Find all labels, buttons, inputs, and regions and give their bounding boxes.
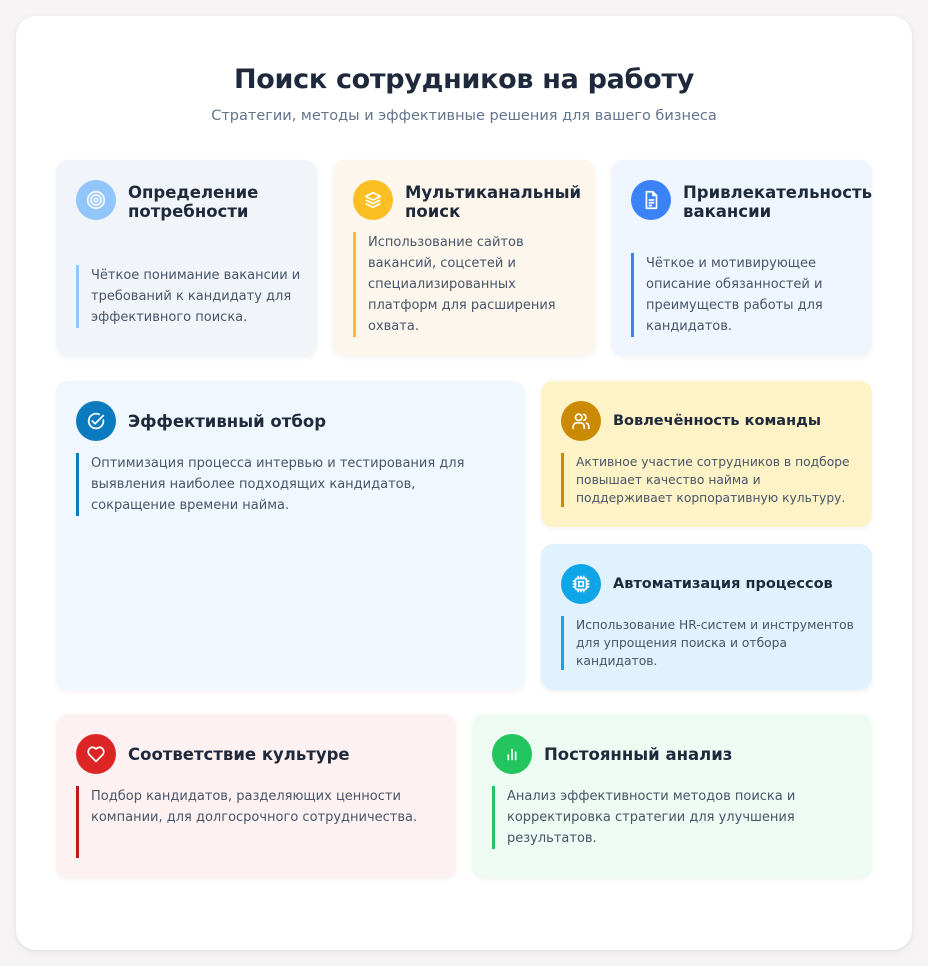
card-vacancy-attractiveness (611, 160, 872, 356)
card-culture-fit (56, 714, 456, 878)
card-title: Привлекательность вакансии (683, 183, 873, 221)
check-circle-icon (76, 401, 116, 441)
document-icon (631, 180, 671, 220)
bar-chart-icon (492, 734, 532, 774)
card-title: Мультиканальный поиск (405, 183, 582, 221)
card-continuous-analysis (472, 714, 872, 878)
card-description: Использование сайтов вакансий, соцсетей и специализированных платформ для расширения охвата. (353, 232, 563, 337)
card-description: Чёткое и мотивирующее описание обязанностей и преимуществ работы для кандидатов. (631, 253, 841, 337)
card-process-automation (541, 544, 872, 690)
target-icon (76, 180, 116, 220)
card-description: Подбор кандидатов, разделяющих ценности компании, для долгосрочного сотрудничества. (76, 786, 436, 858)
users-icon (561, 401, 601, 441)
layers-icon (353, 180, 393, 220)
page-subtitle: Стратегии, методы и эффективные решения для вашего бизнеса (211, 108, 717, 124)
card-description: Использование HR-систем и инструментов для упрощения поиска и отбора кандидатов. (561, 616, 861, 670)
card-description: Активное участие сотрудников в подборе повышает качество найма и поддерживает корпоративную культуру. (561, 453, 861, 507)
card-title: Автоматизация процессов (613, 576, 833, 592)
card-needs-definition (56, 160, 317, 356)
card-description: Оптимизация процесса интервью и тестирования для выявления наиболее подходящих кандидатов, сокращение времени найма. (76, 453, 496, 516)
card-title: Определение потребности (128, 183, 259, 221)
card-title: Постоянный анализ (544, 745, 733, 764)
heart-icon (76, 734, 116, 774)
chip-icon (561, 564, 601, 604)
card-title: Соответствие культуре (128, 745, 350, 764)
card-title: Эффективный отбор (128, 412, 326, 431)
card-effective-selection (56, 381, 525, 690)
card-description: Чёткое понимание вакансии и требований к кандидату для эффективного поиска. (76, 265, 306, 328)
card-title: Вовлечённость команды (613, 413, 821, 429)
card-multichannel-search (333, 160, 595, 356)
page-title: Поиск сотрудников на работу (233, 64, 695, 95)
card-team-engagement (541, 381, 872, 527)
card-description: Анализ эффективности методов поиска и корректировка стратегии для улучшения результатов. (492, 786, 822, 849)
